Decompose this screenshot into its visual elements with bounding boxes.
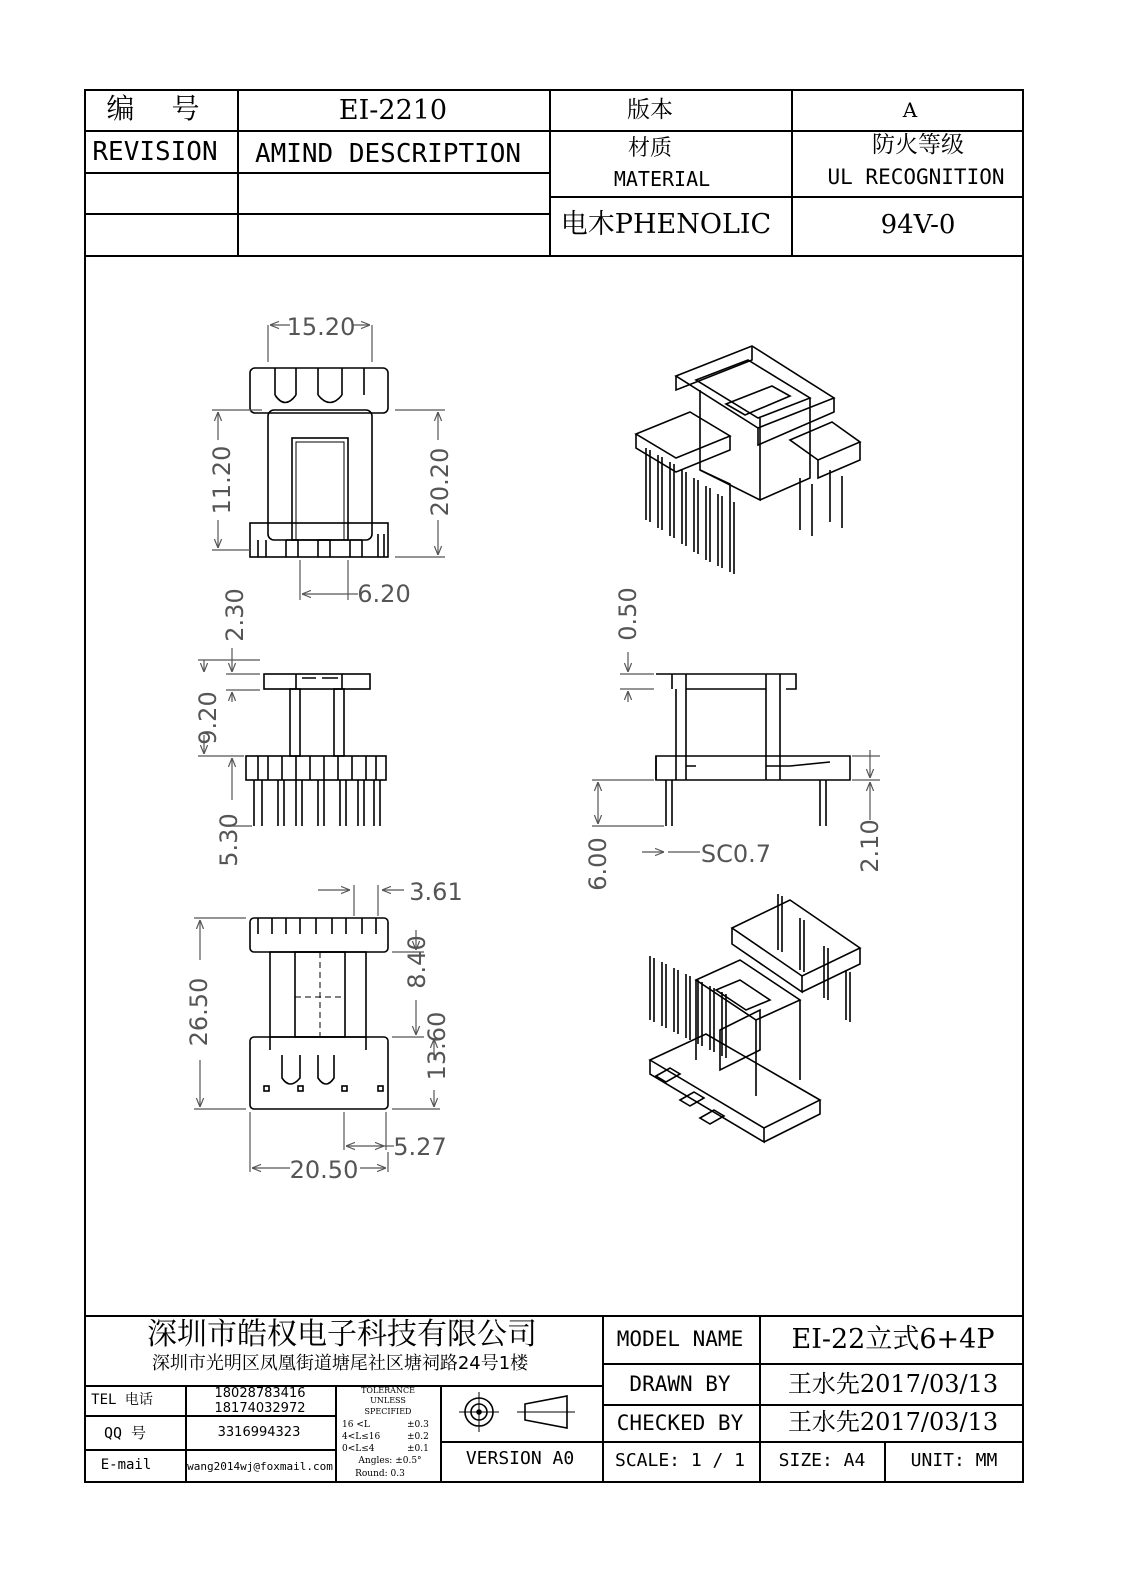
ul-label-en: UL RECOGNITION — [827, 165, 1005, 189]
dim-bottom-slot: 3.61 — [409, 878, 463, 906]
ul-value: 94V-0 — [880, 210, 956, 240]
projection-symbol — [441, 1386, 603, 1442]
company-address: 深圳市光明区凤凰街道塘尾社区塘祠路24号1楼 — [151, 1353, 529, 1374]
version-value: A — [902, 98, 918, 122]
revision-label: REVISION — [92, 137, 218, 167]
size-label: SIZE: A4 — [778, 1450, 866, 1471]
tolerance-row-3-range: 0<L≤4 — [342, 1444, 375, 1454]
tolerance-row-1-value: ±0.3 — [407, 1420, 429, 1430]
dim-bottom-width: 20.50 — [289, 1156, 359, 1184]
dim-right-height: 20.20 — [426, 447, 454, 517]
bottom-view-dims — [194, 885, 440, 1172]
unit-label: UNIT: MM — [910, 1450, 998, 1471]
dim-pitch: 6.20 — [357, 580, 411, 608]
company-name: 深圳市皓权电子科技有限公司 — [147, 1317, 537, 1352]
dim-front-pins: 5.30 — [215, 813, 243, 867]
isometric-view-top — [636, 346, 860, 574]
model-name-label: MODEL NAME — [616, 1327, 744, 1351]
isometric-view-bottom — [650, 894, 860, 1142]
tel-number-1: 18028783416 — [214, 1386, 306, 1401]
email-label: E-mail — [100, 1457, 152, 1473]
ul-label-cn: 防火等级 — [872, 132, 964, 158]
tolerance-row-1-range: 16 <L — [342, 1420, 370, 1430]
tel-label: TEL 电话 — [91, 1392, 153, 1408]
dim-side-top: 0.50 — [614, 587, 642, 641]
number-label: 编 号 — [106, 92, 214, 125]
tolerance-title-3: SPECIFIED — [364, 1407, 412, 1416]
tolerance-title-2: UNLESS — [370, 1396, 406, 1405]
material-value: 电木PHENOLIC — [560, 209, 772, 240]
checked-by-value: 王水先2017/03/13 — [787, 1408, 999, 1436]
side-view-dims — [592, 652, 880, 852]
tolerance-title-1: TOLERANCE — [361, 1386, 415, 1395]
top-view — [250, 368, 388, 557]
tolerance-angles: Angles: ±0.5° — [358, 1456, 422, 1466]
email-address: wang2014wj@foxmail.com — [187, 1460, 333, 1473]
top-view-dims — [212, 325, 445, 600]
tolerance-row-2-range: 4<L≤16 — [342, 1432, 381, 1442]
qq-label: QQ 号 — [103, 1424, 147, 1442]
dim-side-pin: 2.10 — [856, 819, 884, 873]
dim-width: 15.20 — [286, 313, 356, 341]
checked-by-label: CHECKED BY — [616, 1411, 744, 1435]
dim-side-total: 6.00 — [584, 837, 612, 891]
tolerance-round: Round: 0.3 — [355, 1469, 405, 1479]
drawn-by-value: 王水先2017/03/13 — [787, 1370, 999, 1398]
tolerance-row-3-value: ±0.1 — [407, 1444, 429, 1454]
dim-left-height: 11.20 — [208, 445, 236, 515]
dim-bottom-pin-pitch: 5.27 — [393, 1133, 447, 1161]
side-view — [656, 674, 850, 826]
drawn-by-label: DRAWN BY — [629, 1372, 731, 1396]
material-label-cn: 材质 — [627, 136, 673, 161]
amend-description-label: AMIND DESCRIPTION — [254, 139, 522, 169]
tolerance-row-2-value: ±0.2 — [407, 1432, 429, 1442]
dim-bottom-inner: 8.40 — [403, 935, 431, 989]
dim-front-body: 9.20 — [194, 691, 222, 745]
material-label-en: MATERIAL — [613, 167, 711, 191]
part-number: EI-2210 — [338, 95, 448, 126]
bottom-view — [250, 918, 388, 1109]
version-code: VERSION A0 — [465, 1448, 575, 1469]
dim-bottom-lower: 13.60 — [423, 1011, 451, 1081]
model-name-value: EI-22立式6+4P — [791, 1324, 995, 1355]
tel-number-2: 18174032972 — [214, 1401, 306, 1416]
dim-side-chamfer: SC0.7 — [700, 840, 772, 868]
scale-label: SCALE: 1 / 1 — [614, 1450, 746, 1471]
qq-number: 3316994323 — [217, 1425, 301, 1440]
dim-bottom-height: 26.50 — [185, 977, 213, 1047]
dim-front-top: 2.30 — [221, 588, 249, 642]
version-label: 版本 — [627, 97, 673, 123]
front-view — [246, 674, 386, 826]
